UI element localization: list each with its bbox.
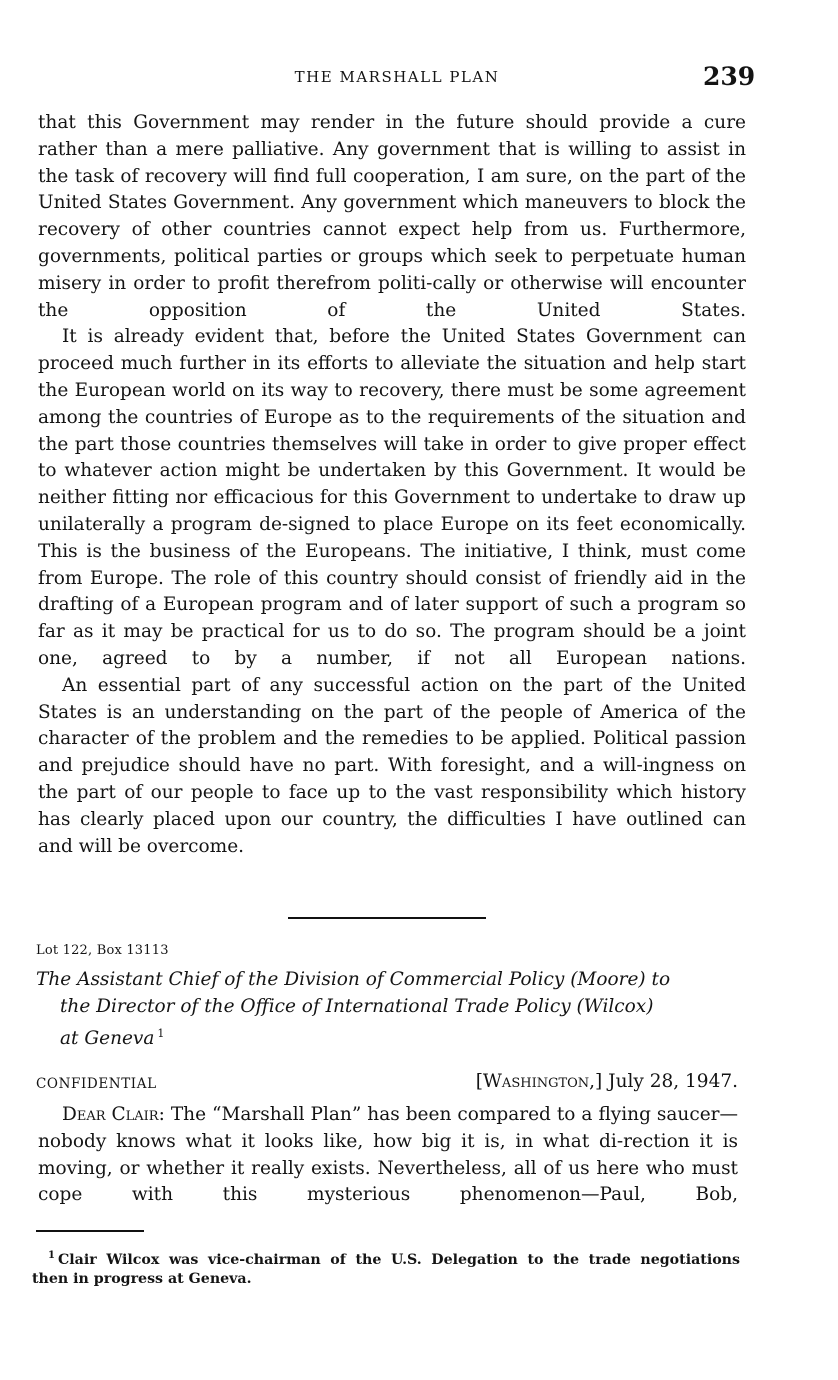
paragraph-3: An essential part of any successful action on the part of the United States is an understanding on the part of the people of America of the character of the problem and the remedies to be applied. Political passion and prejudice should have no part. With foresight, and a will-ingness on the part of our people to face up to the vast responsibility which history has clearly placed upon our country, the difficulties I have outlined can and will be overcome. (38, 674, 746, 857)
footnote (32, 1246, 740, 1289)
running-head (0, 62, 838, 92)
section-divider (288, 917, 486, 919)
salutation: Dear Clair: (62, 1104, 165, 1125)
document-heading (36, 966, 736, 1052)
heading-line-2: the Director of the Office of International Trade Policy (Wilcox) (60, 996, 654, 1017)
footnote-text-1: Clair Wilcox was vice-chairman of the U.S. Delegation to the trade negotiations (57, 1252, 740, 1268)
letter-paragraph (38, 1102, 738, 1209)
heading-line-3 (36, 1020, 736, 1052)
paragraph-2: It is already evident that, before the United States Government can proceed much further in its efforts to alleviate the situation and help start the European world on its way to recovery, there must be some agreement among the countries of Europe as to the requirements of the situation and the part those countries themselves will take in order to give proper effect to whatever action might be undertaken by this Government. It would be neither fitting nor efficacious for this Government to undertake to draw up unilaterally a program de-signed to place Europe on its feet economically. This is the business of the Europeans. The initiative, I think, must come from Europe. The role of this country should consist of friendly aid in the drafting of a European program and of later support of such a program so far as it may be practical for us to do so. The program should be a joint one, agreed to by a number, if not all European nations. (38, 326, 746, 669)
classification-row (36, 1071, 738, 1095)
footnote-reference: 1 (157, 1027, 165, 1040)
letter-text: The “Marshall Plan” has been compared to a flying saucer—nobody knows what it looks like, how big it is, in what di-rection it is moving, or whether it really exists. Nevertheless, all of us here who must cope with this mysterious phenomenon—Paul, Bob, (38, 1104, 738, 1206)
footnote-number: 1 (48, 1250, 55, 1261)
footnote-line-2: then in progress at Geneva. (32, 1271, 252, 1287)
footnote-rule (36, 1230, 144, 1232)
dateline (476, 1071, 738, 1092)
paragraph-1: that this Government may render in the future should provide a cure rather than a mere palliative. Any government that is willing to assist in the task of recovery will find full cooperation, I am sure, on the part of the United States Government. Any government which maneuvers to block the recovery of other countries cannot expect help from us. Furthermore, governments, political parties or groups which seek to perpetuate human misery in order to profit therefrom politi-cally or otherwise will encounter the opposition of the United States. (38, 112, 746, 321)
running-title: THE MARSHALL PLAN (294, 68, 500, 86)
document-source: Lot 122, Box 13113 (36, 943, 169, 958)
letter-body (38, 1102, 738, 1209)
body-text (38, 110, 746, 860)
heading-line-3-text: at Geneva (60, 1028, 155, 1049)
classification-label: CONFIDENTIAL (36, 1076, 157, 1092)
page-number: 239 (703, 62, 756, 91)
date: July 28, 1947. (608, 1071, 738, 1092)
footnote-line-1 (32, 1246, 740, 1270)
date-place: [Washington,] (475, 1071, 603, 1092)
heading-line-1: The Assistant Chief of the Division of Commercial Policy (Moore) to (36, 969, 671, 990)
